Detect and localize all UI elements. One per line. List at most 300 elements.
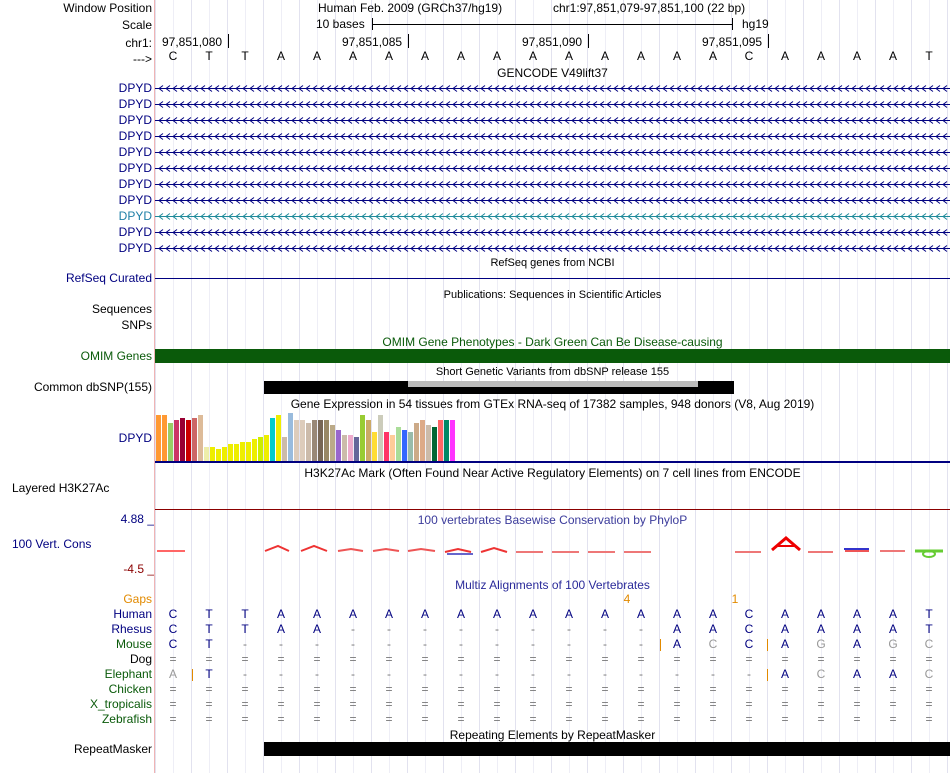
species-label[interactable]: Mouse xyxy=(115,637,152,651)
alignment-base-text: = xyxy=(385,697,393,711)
alignment-base-text: - xyxy=(567,637,571,651)
alignment-base-text: = xyxy=(169,682,177,696)
alignment-base-text: = xyxy=(745,697,753,711)
base-letter-text: A xyxy=(852,49,862,63)
species-label[interactable]: Rhesus xyxy=(111,622,152,636)
base-letter-text: T xyxy=(925,49,933,63)
alignment-base-text: = xyxy=(493,697,501,711)
base-letter-text: A xyxy=(456,49,466,63)
gtex-tissue-bar[interactable] xyxy=(246,442,251,461)
base-letter-text: A xyxy=(708,49,718,63)
alignment-base-text: - xyxy=(423,637,427,651)
scale-label: Scale xyxy=(121,18,152,32)
alignment-base-text: A xyxy=(708,622,718,636)
alignment-base-text: = xyxy=(529,697,537,711)
base-letter-text: C xyxy=(744,49,754,63)
alignment-base-text: C xyxy=(168,637,178,651)
alignment-base-text: - xyxy=(531,667,535,681)
alignment-base-text: A xyxy=(708,607,718,621)
gtex-tissue-bar[interactable] xyxy=(318,420,323,461)
alignment-base-text: A xyxy=(852,622,862,636)
alignment-base-text: = xyxy=(313,712,321,726)
alignment-base-text: = xyxy=(277,697,285,711)
alignment-base-text: = xyxy=(421,682,429,696)
alignment-base-text: - xyxy=(243,637,247,651)
alignment-base-text: A xyxy=(780,622,790,636)
alignment-base-text: = xyxy=(205,697,213,711)
alignment-base-text: C xyxy=(708,637,718,651)
alignment-base-text: - xyxy=(531,622,535,636)
base-letter-text: A xyxy=(492,49,502,63)
alignment-base-text: - xyxy=(603,667,607,681)
alignment-base-text: A xyxy=(312,622,322,636)
base-letter-text: A xyxy=(600,49,610,63)
alignment-base-text: - xyxy=(351,667,355,681)
alignment-base-text: = xyxy=(457,652,465,666)
alignment-base-text: - xyxy=(531,637,535,651)
gtex-tissue-bar[interactable] xyxy=(420,420,425,461)
alignment-base-text: - xyxy=(315,637,319,651)
coord-1: 97,851,080 xyxy=(162,35,223,49)
alignment-base-text: = xyxy=(889,652,897,666)
alignment-base-text: A xyxy=(780,607,790,621)
alignment-base-text: = xyxy=(493,712,501,726)
species-label[interactable]: Chicken xyxy=(108,682,152,696)
alignment-base-text: A xyxy=(816,607,826,621)
alignment-base-text: - xyxy=(459,667,463,681)
alignment-base-text: - xyxy=(603,622,607,636)
gtex-tissue-bar[interactable] xyxy=(204,447,209,461)
alignment-base-text: = xyxy=(925,712,933,726)
base-letter-text: A xyxy=(888,49,898,63)
omim-gene-bar[interactable] xyxy=(155,349,950,363)
alignment-base-text: T xyxy=(205,637,213,651)
gtex-tissue-bar[interactable] xyxy=(426,425,431,461)
genome-browser-image[interactable] xyxy=(155,0,950,773)
cons-max-label: 4.88 _ xyxy=(120,512,154,526)
alignment-base-text: = xyxy=(277,652,285,666)
gene-transcript-line[interactable] xyxy=(155,164,950,173)
alignment-base-text: T xyxy=(205,622,213,636)
coord-2: 97,851,085 xyxy=(342,35,403,49)
alignment-base-text: - xyxy=(351,622,355,636)
gencode-track-title[interactable]: GENCODE V49lift37 xyxy=(497,66,608,80)
alignment-base-text: - xyxy=(423,622,427,636)
alignment-base-text: = xyxy=(709,652,717,666)
gtex-tissue-bar[interactable] xyxy=(396,427,401,461)
gene-row-label[interactable]: DPYD xyxy=(118,241,152,255)
gtex-tissue-bar[interactable] xyxy=(324,420,329,461)
insertion-marker xyxy=(767,669,768,681)
alignment-base-text: A xyxy=(672,637,682,651)
gtex-tissue-bar[interactable] xyxy=(414,423,419,461)
omim-label[interactable]: OMIM Genes xyxy=(80,349,152,363)
gene-row-label[interactable]: DPYD xyxy=(118,97,152,111)
species-label[interactable]: X_tropicalis xyxy=(89,697,152,711)
phylop-track-title[interactable]: 100 vertebrates Basewise Conservation by PhyloP xyxy=(417,513,688,527)
gtex-tissue-bar[interactable] xyxy=(222,447,227,461)
alignment-base-text: - xyxy=(639,637,643,651)
coord-3-tick xyxy=(588,34,589,48)
gtex-tissue-bar[interactable] xyxy=(258,437,263,461)
gtex-tissue-bar[interactable] xyxy=(330,425,335,461)
alignment-base-text: = xyxy=(241,712,249,726)
gtex-tissue-bar[interactable] xyxy=(378,415,383,461)
h3k27ac-label[interactable]: Layered H3K27Ac xyxy=(12,481,110,495)
base-letter-text: A xyxy=(384,49,394,63)
gtex-tissue-bar[interactable] xyxy=(336,430,341,461)
alignment-base-text: = xyxy=(565,652,573,666)
alignment-base-text: = xyxy=(781,652,789,666)
alignment-base-text: = xyxy=(529,652,537,666)
alignment-base-text: - xyxy=(315,667,319,681)
alignment-base-text: A xyxy=(528,607,538,621)
species-label[interactable]: Human xyxy=(113,607,152,621)
alignment-base-text: = xyxy=(565,697,573,711)
alignment-base-text: = xyxy=(745,712,753,726)
alignment-base-text: = xyxy=(313,697,321,711)
alignment-base-text: = xyxy=(637,682,645,696)
alignment-base-text: = xyxy=(565,712,573,726)
alignment-base-text: = xyxy=(457,712,465,726)
alignment-base-text: A xyxy=(348,607,358,621)
alignment-base-text: = xyxy=(349,682,357,696)
alignment-base-text: = xyxy=(169,712,177,726)
gtex-tissue-bar[interactable] xyxy=(210,447,215,461)
alignment-base-text: = xyxy=(421,652,429,666)
alignment-base-text: - xyxy=(387,637,391,651)
gtex-tissue-bar[interactable] xyxy=(156,415,161,461)
base-letter-text: A xyxy=(816,49,826,63)
alignment-base-text: C xyxy=(744,637,754,651)
gtex-tissue-bar[interactable] xyxy=(234,444,239,461)
gene-row-label[interactable]: DPYD xyxy=(118,177,152,191)
repeatmasker-label[interactable]: RepeatMasker xyxy=(73,742,152,756)
base-letter-text: A xyxy=(276,49,286,63)
alignment-base-text: - xyxy=(495,637,499,651)
strand-arrow: ---> xyxy=(133,52,152,66)
gtex-tissue-bar[interactable] xyxy=(180,418,185,461)
alignment-base-text: = xyxy=(853,652,861,666)
alignment-base-text: = xyxy=(241,682,249,696)
gtex-tissue-bar[interactable] xyxy=(312,420,317,461)
gtex-tissue-bar[interactable] xyxy=(300,420,305,461)
repeatmasker-element-bar[interactable] xyxy=(264,742,950,756)
chr-label: chr1: xyxy=(125,36,152,50)
alignment-base-text: - xyxy=(603,637,607,651)
alignment-base-text: = xyxy=(601,712,609,726)
base-letter-text: T xyxy=(241,49,249,63)
gtex-tissue-bar[interactable] xyxy=(270,418,275,461)
alignment-base-text: = xyxy=(421,712,429,726)
alignment-base-text: = xyxy=(637,697,645,711)
alignment-base-text: C xyxy=(744,607,754,621)
alignment-base-text: T xyxy=(925,607,933,621)
alignment-base-text: = xyxy=(817,652,825,666)
gtex-gene-label[interactable]: DPYD xyxy=(118,431,152,445)
phylop-conservation-plot[interactable] xyxy=(155,535,950,565)
alignment-base-text: = xyxy=(781,682,789,696)
window-position-label: Window Position xyxy=(63,1,152,15)
base-letter-text: A xyxy=(348,49,358,63)
alignment-base-text: = xyxy=(385,652,393,666)
gene-row-label[interactable]: DPYD xyxy=(118,113,152,127)
alignment-base-text: A xyxy=(384,607,394,621)
gtex-tissue-bar[interactable] xyxy=(240,442,245,461)
repeatmasker-track-title[interactable]: Repeating Elements by RepeatMasker xyxy=(449,728,656,742)
alignment-base-text: A xyxy=(456,607,466,621)
refseq-gene-line[interactable] xyxy=(155,278,950,279)
h3k27ac-baseline xyxy=(155,509,950,510)
alignment-base-text: = xyxy=(493,682,501,696)
alignment-base-text: - xyxy=(387,667,391,681)
gene-transcript-line[interactable] xyxy=(155,212,950,221)
gene-row-label[interactable]: DPYD xyxy=(118,145,152,159)
alignment-base-text: = xyxy=(601,697,609,711)
alignment-base-text: - xyxy=(351,637,355,651)
gtex-tissue-bar[interactable] xyxy=(288,413,293,461)
multiz-track-title[interactable]: Multiz Alignments of 100 Vertebrates xyxy=(455,578,650,592)
coord-2-tick xyxy=(408,34,409,48)
alignment-base-text: A xyxy=(852,637,862,651)
gtex-tissue-bar[interactable] xyxy=(168,423,173,461)
scale-bar-right-tick xyxy=(732,18,733,30)
gtex-tissue-bar[interactable] xyxy=(348,435,353,461)
alignment-base-text: C xyxy=(816,667,826,681)
alignment-base-text: = xyxy=(673,682,681,696)
alignment-base-text: - xyxy=(459,637,463,651)
alignment-base-text: = xyxy=(889,682,897,696)
alignment-base-text: G xyxy=(888,637,898,651)
insertion-marker xyxy=(192,669,193,681)
alignment-base-text: = xyxy=(169,652,177,666)
alignment-base-text: - xyxy=(711,667,715,681)
gtex-tissue-bar[interactable] xyxy=(372,432,377,461)
alignment-base-text: A xyxy=(420,607,430,621)
gtex-tissue-bar[interactable] xyxy=(162,415,167,461)
alignment-base-text: = xyxy=(781,697,789,711)
alignment-base-text: = xyxy=(277,682,285,696)
base-letter-text: A xyxy=(780,49,790,63)
alignment-base-text: = xyxy=(601,652,609,666)
gap-count: 1 xyxy=(731,592,739,606)
alignment-base-text: C xyxy=(168,622,178,636)
base-letter-text: A xyxy=(312,49,322,63)
alignment-base-text: = xyxy=(709,697,717,711)
alignment-base-text: A xyxy=(888,622,898,636)
gtex-tissue-bar[interactable] xyxy=(342,435,347,461)
gene-transcript-line[interactable] xyxy=(155,84,950,93)
coord-4-tick xyxy=(768,34,769,48)
alignment-base-text: = xyxy=(241,697,249,711)
alignment-base-text: = xyxy=(565,682,573,696)
gaps-label: Gaps xyxy=(123,592,152,606)
alignment-base-text: = xyxy=(637,652,645,666)
gene-row-label[interactable]: DPYD xyxy=(118,161,152,175)
alignment-base-text: = xyxy=(205,712,213,726)
cons-min-label: -4.5 _ xyxy=(123,562,154,576)
gtex-tissue-bar[interactable] xyxy=(282,437,287,461)
alignment-base-text: - xyxy=(567,622,571,636)
alignment-base-text: C xyxy=(924,667,934,681)
gtex-tissue-bar[interactable] xyxy=(438,420,443,461)
gtex-tissue-bar[interactable] xyxy=(192,418,197,461)
gtex-tissue-bar[interactable] xyxy=(402,430,407,461)
refseq-label[interactable]: RefSeq Curated xyxy=(65,271,152,285)
insertion-marker xyxy=(660,639,661,651)
h3k27ac-track-title[interactable]: H3K27Ac Mark (Often Found Near Active Regulatory Elements) on 7 cell lines from ENCODE xyxy=(304,466,801,480)
alignment-base-text: = xyxy=(745,652,753,666)
alignment-base-text: - xyxy=(279,667,283,681)
alignment-base-text: - xyxy=(459,622,463,636)
gtex-tissue-bar[interactable] xyxy=(408,432,413,461)
assembly-text: Human Feb. 2009 (GRCh37/hg19) xyxy=(318,1,503,15)
gtex-tissue-bar[interactable] xyxy=(432,427,437,461)
alignment-base-text: = xyxy=(457,682,465,696)
gene-transcript-line[interactable] xyxy=(155,116,950,125)
alignment-base-text: = xyxy=(205,652,213,666)
scale-bases-text: 10 bases xyxy=(316,17,365,31)
alignment-base-text: - xyxy=(639,667,643,681)
alignment-base-text: - xyxy=(675,667,679,681)
alignment-base-text: = xyxy=(781,712,789,726)
alignment-base-text: A xyxy=(672,622,682,636)
alignment-base-text: C xyxy=(924,637,934,651)
alignment-base-text: = xyxy=(673,652,681,666)
alignment-base-text: = xyxy=(277,712,285,726)
gtex-tissue-bar[interactable] xyxy=(294,420,299,461)
alignment-base-text: = xyxy=(205,682,213,696)
alignment-base-text: = xyxy=(709,712,717,726)
alignment-base-text: A xyxy=(780,667,790,681)
alignment-base-text: G xyxy=(816,637,826,651)
dbsnp-variant-light[interactable] xyxy=(408,381,698,387)
alignment-base-text: C xyxy=(168,607,178,621)
scale-bar xyxy=(372,24,732,25)
gap-count: 4 xyxy=(623,592,631,606)
alignment-base-text: = xyxy=(421,697,429,711)
gtex-tissue-bar[interactable] xyxy=(228,444,233,461)
alignment-base-text: - xyxy=(567,667,571,681)
base-letter-text: A xyxy=(528,49,538,63)
sequences-label[interactable]: Sequences xyxy=(91,302,152,316)
insertion-marker xyxy=(767,639,768,651)
gtex-tissue-bar[interactable] xyxy=(276,415,281,461)
position-text: chr1:97,851,079-97,851,100 (22 bp) xyxy=(553,1,746,15)
base-letter-text: T xyxy=(205,49,213,63)
gtex-tissue-bar[interactable] xyxy=(252,439,257,461)
gene-transcript-line[interactable] xyxy=(155,196,950,205)
alignment-base-text: A xyxy=(852,607,862,621)
gtex-tissue-bar[interactable] xyxy=(360,415,365,461)
alignment-base-text: A xyxy=(276,607,286,621)
common-dbsnp-label[interactable]: Common dbSNP(155) xyxy=(33,380,152,394)
alignment-base-text: T xyxy=(241,622,249,636)
gtex-tissue-bar[interactable] xyxy=(216,449,221,461)
snps-label[interactable]: SNPs xyxy=(121,318,152,332)
alignment-base-text: A xyxy=(888,667,898,681)
alignment-base-text: = xyxy=(241,652,249,666)
alignment-base-text: = xyxy=(601,682,609,696)
cons-name-label[interactable]: 100 Vert. Cons xyxy=(12,537,92,551)
gtex-tissue-bar[interactable] xyxy=(198,415,203,461)
alignment-base-text: T xyxy=(241,607,249,621)
gtex-tissue-bar[interactable] xyxy=(186,420,191,461)
gene-row-label[interactable]: DPYD xyxy=(118,225,152,239)
base-letter-text: A xyxy=(636,49,646,63)
species-label[interactable]: Elephant xyxy=(104,667,152,681)
alignment-base-text: = xyxy=(889,712,897,726)
alignment-base-text: T xyxy=(205,667,213,681)
alignment-base-text: - xyxy=(495,667,499,681)
gtex-tissue-bar[interactable] xyxy=(354,437,359,461)
species-label[interactable]: Zebrafish xyxy=(101,712,152,726)
alignment-base-text: A xyxy=(780,637,790,651)
alignment-base-text: = xyxy=(673,712,681,726)
omim-track-title[interactable]: OMIM Gene Phenotypes - Dark Green Can Be Disease-causing xyxy=(382,335,723,349)
alignment-base-text: = xyxy=(853,712,861,726)
alignment-base-text: - xyxy=(243,667,247,681)
alignment-base-text: = xyxy=(349,652,357,666)
alignment-base-text: = xyxy=(853,697,861,711)
gtex-tissue-bar[interactable] xyxy=(264,435,269,461)
gene-transcript-line[interactable] xyxy=(155,244,950,253)
base-letter-text: C xyxy=(168,49,178,63)
gtex-tissue-bar[interactable] xyxy=(390,435,395,461)
alignment-base-text: = xyxy=(313,682,321,696)
alignment-base-text: - xyxy=(279,637,283,651)
alignment-base-text: T xyxy=(925,622,933,636)
coord-4: 97,851,095 xyxy=(702,35,763,49)
gene-row-label[interactable]: DPYD xyxy=(118,129,152,143)
base-letter-text: A xyxy=(672,49,682,63)
gene-transcript-line[interactable] xyxy=(155,228,950,237)
gtex-tissue-bar[interactable] xyxy=(366,420,371,461)
alignment-base-text: = xyxy=(925,697,933,711)
gene-row-label[interactable]: DPYD xyxy=(118,81,152,95)
alignment-base-text: A xyxy=(600,607,610,621)
alignment-base-text: = xyxy=(493,652,501,666)
gene-transcript-line[interactable] xyxy=(155,148,950,157)
track-labels xyxy=(0,0,154,773)
gtex-track-title[interactable]: Gene Expression in 54 tissues from GTEx RNA-seq of 17382 samples, 948 donors (V8, Aug 2019) xyxy=(290,397,815,411)
publications-track-title[interactable]: Publications: Sequences in Scientific Articles xyxy=(443,289,662,301)
alignment-base-text: - xyxy=(423,667,427,681)
alignment-base-text: A xyxy=(276,622,286,636)
alignment-base-text: = xyxy=(709,682,717,696)
gene-transcript-line[interactable] xyxy=(155,132,950,141)
alignment-base-text: = xyxy=(529,682,537,696)
gtex-tissue-bar[interactable] xyxy=(450,420,455,461)
gene-row-label[interactable]: DPYD xyxy=(118,193,152,207)
alignment-base-text: = xyxy=(673,697,681,711)
gtex-tissue-bar[interactable] xyxy=(444,420,449,461)
gene-row-label[interactable]: DPYD xyxy=(118,209,152,223)
gene-transcript-line[interactable] xyxy=(155,100,950,109)
gtex-tissue-bar[interactable] xyxy=(306,423,311,461)
refseq-track-title[interactable]: RefSeq genes from NCBI xyxy=(490,257,615,269)
gtex-tissue-bar[interactable] xyxy=(384,432,389,461)
alignment-base-text: = xyxy=(889,697,897,711)
species-label[interactable]: Dog xyxy=(129,652,152,666)
alignment-base-text: = xyxy=(169,697,177,711)
gtex-tissue-bar[interactable] xyxy=(174,420,179,461)
gene-transcript-line[interactable] xyxy=(155,180,950,189)
alignment-base-text: A xyxy=(852,667,862,681)
alignment-base-text: = xyxy=(529,712,537,726)
dbsnp-track-title[interactable]: Short Genetic Variants from dbSNP release 155 xyxy=(435,366,670,378)
coord-1-tick xyxy=(228,34,229,48)
